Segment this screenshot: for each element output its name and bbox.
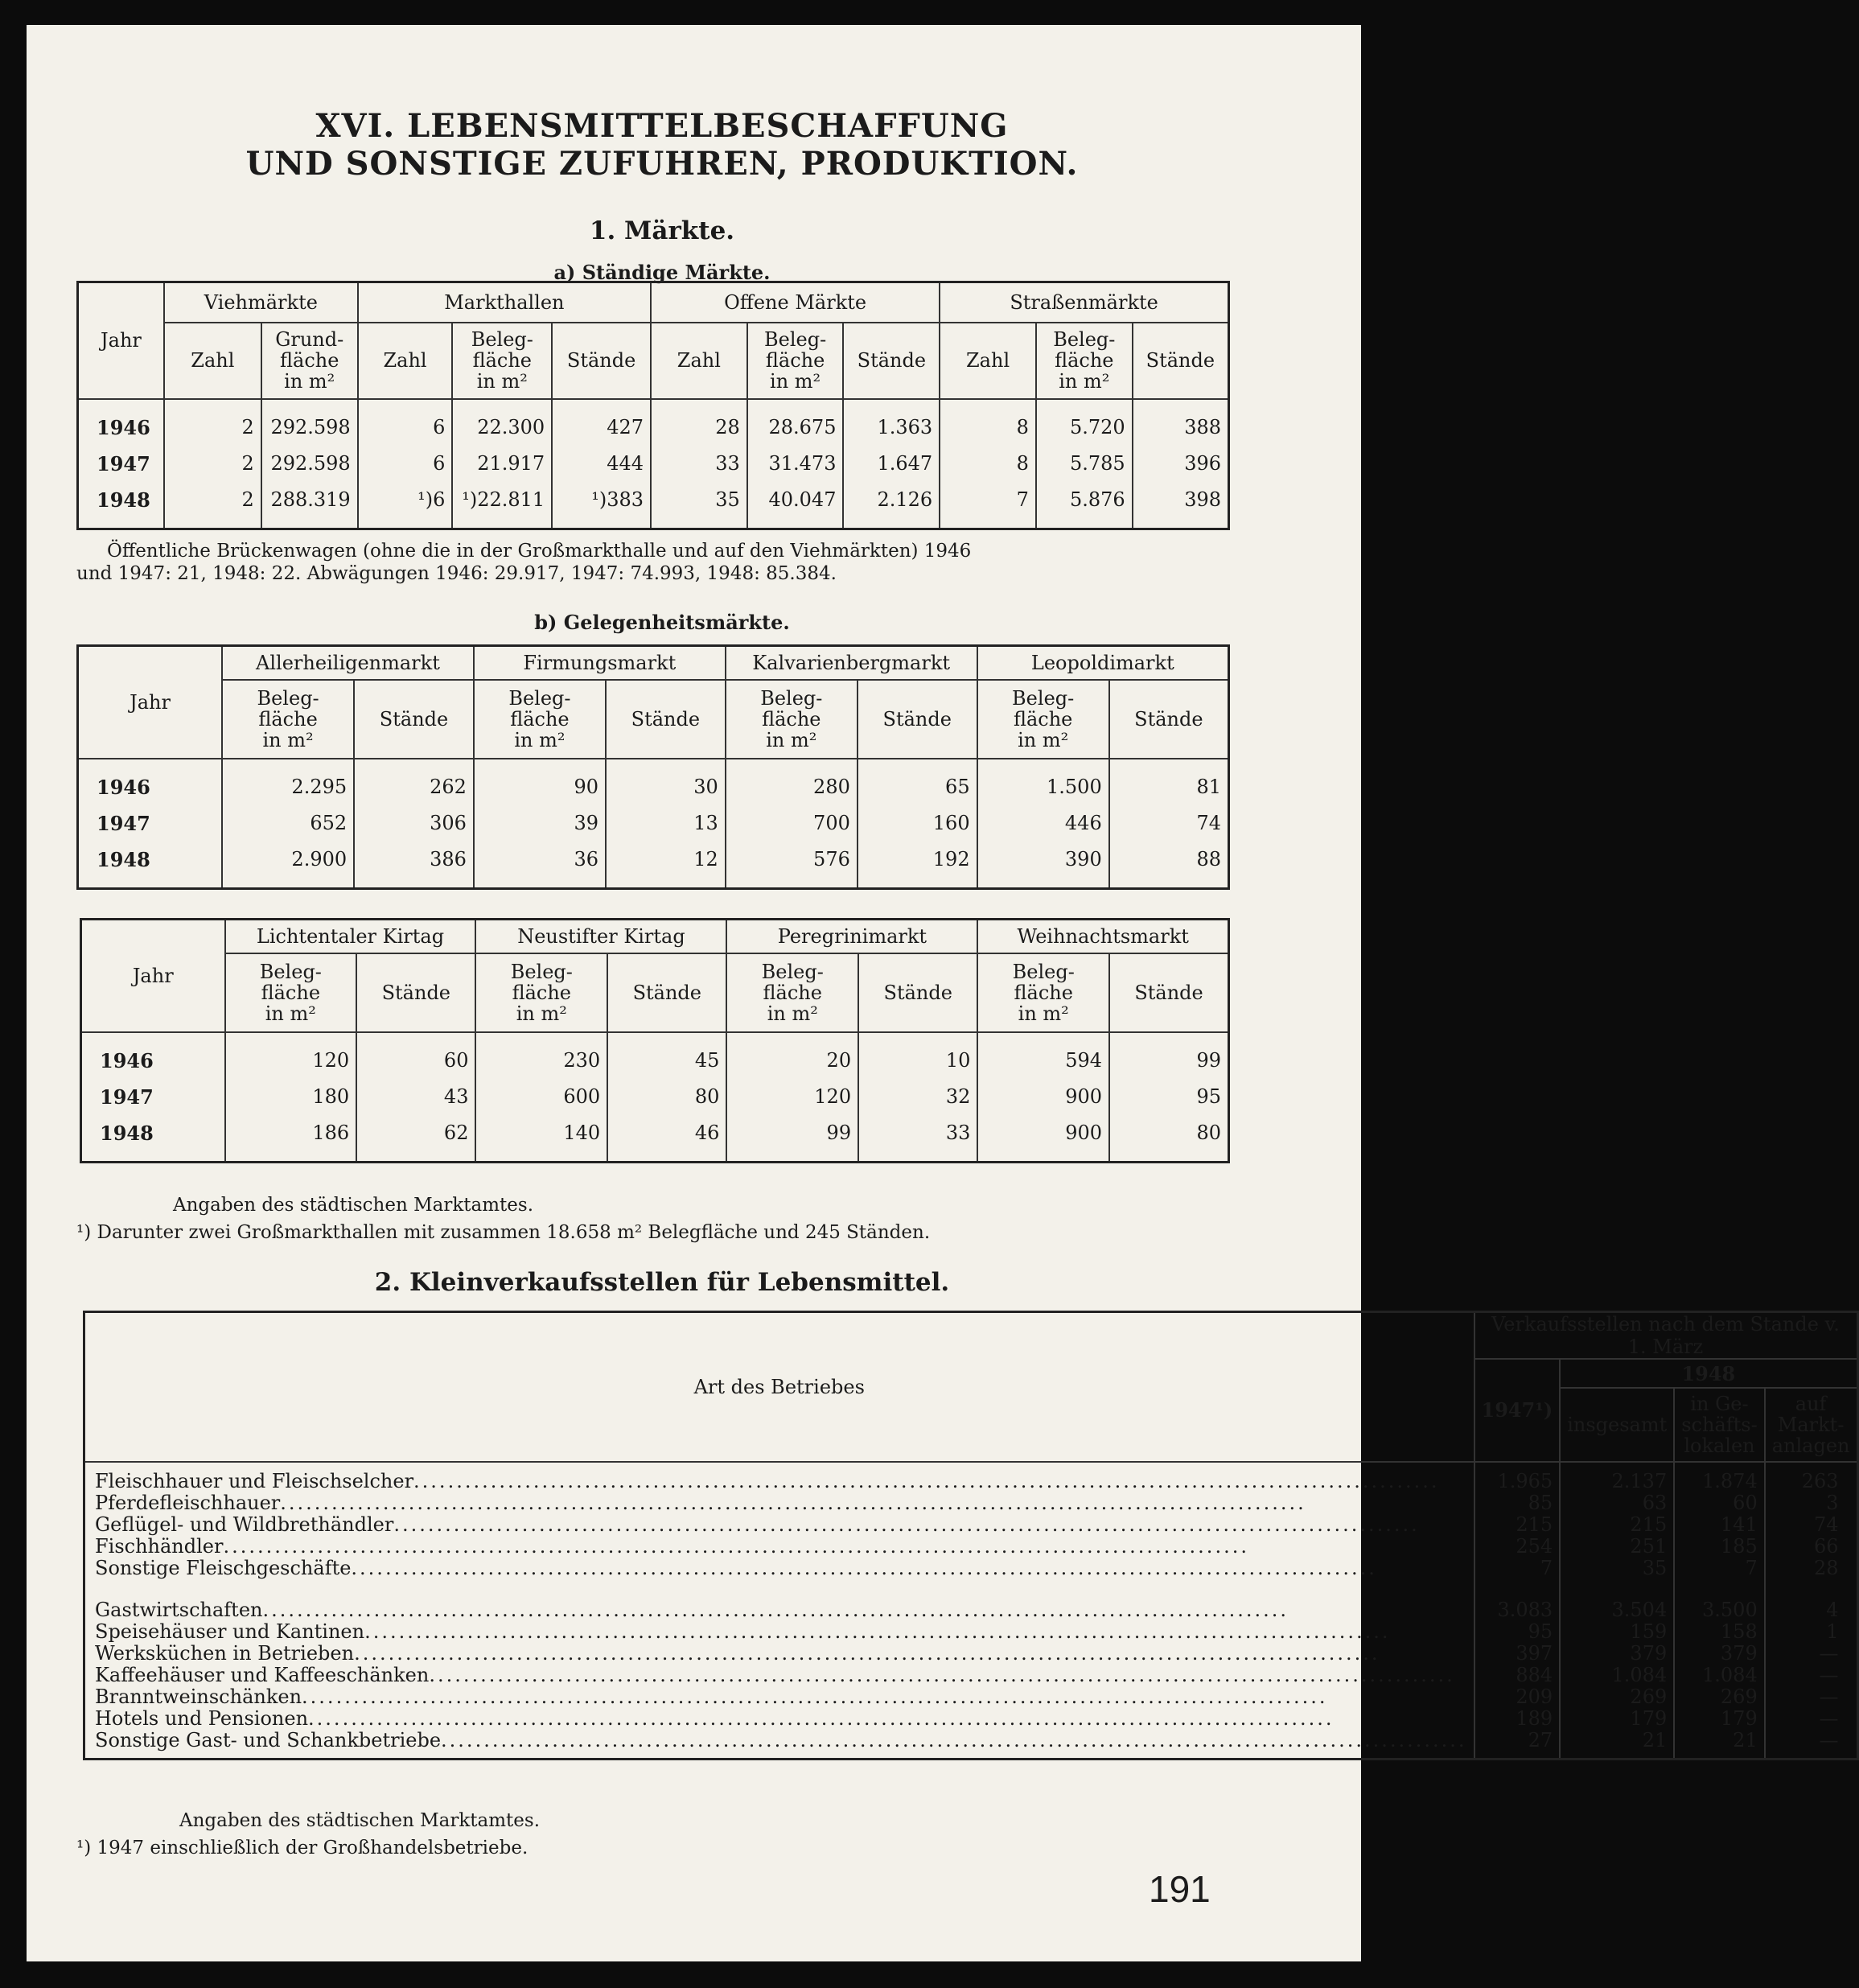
table-cell: 32 bbox=[858, 1079, 977, 1115]
table-cell: 120 bbox=[726, 1079, 858, 1115]
table-cell: 33 bbox=[858, 1115, 977, 1151]
table-cell: 1.874 bbox=[1674, 1471, 1764, 1492]
table-cell: 5.785 bbox=[1036, 446, 1133, 482]
table-cell: 45 bbox=[607, 1043, 726, 1079]
table-cell: 652 bbox=[222, 805, 354, 842]
table-cell: ¹)22.811 bbox=[452, 482, 552, 518]
chapter-title-line-2: UND SONSTIGE ZUFUHREN, PRODUKTION. bbox=[245, 145, 1079, 183]
table-cell: 99 bbox=[726, 1115, 858, 1151]
leader-dots: ........................................................................................................................ bbox=[280, 1492, 1306, 1514]
chapter-title-line-1: XVI. LEBENSMITTELBESCHAFFUNG bbox=[315, 107, 1009, 145]
table-cell: 269 bbox=[1560, 1686, 1674, 1708]
table-row bbox=[81, 1115, 1229, 1151]
footnote-retail: ¹) 1947 einschließlich der Großhandelsbetriebe. bbox=[76, 1838, 528, 1858]
table-cell: 28 bbox=[651, 410, 747, 446]
group-header-offene-maerkte: Offene Märkte bbox=[651, 282, 940, 323]
table-cell: 74 bbox=[1813, 1513, 1839, 1536]
group-header-kalvarienbergmarkt: Kalvarienbergmarkt bbox=[726, 646, 977, 680]
col-header-belegflaeche: Beleg- fläche in m² bbox=[475, 953, 607, 1032]
table-cell: 160 bbox=[858, 805, 977, 842]
table-cell: 390 bbox=[977, 842, 1109, 878]
table-cell: 1.363 bbox=[843, 410, 940, 446]
year-header: Jahr bbox=[78, 646, 223, 759]
table-cell: 594 bbox=[977, 1043, 1109, 1079]
table-cell: 427 bbox=[552, 410, 651, 446]
group-header-neustifter-kirtag: Neustifter Kirtag bbox=[475, 920, 726, 953]
table-cell: 2 bbox=[164, 482, 261, 518]
table-cell: 446 bbox=[977, 805, 1109, 842]
table-row bbox=[84, 1599, 1858, 1621]
table-cell: 27 bbox=[1474, 1730, 1561, 1751]
table-cell: 6 bbox=[358, 410, 453, 446]
table-row bbox=[78, 410, 1229, 446]
col-header-staende: Stände bbox=[552, 323, 651, 399]
table-row bbox=[84, 1730, 1858, 1751]
table-cell: 230 bbox=[475, 1043, 607, 1079]
table-cell: 63 bbox=[1560, 1492, 1674, 1514]
table-cell: 20 bbox=[726, 1043, 858, 1079]
table-cell: 292.598 bbox=[261, 410, 358, 446]
table-cell: 5.876 bbox=[1036, 482, 1133, 518]
subsection-b-heading: b) Gelegenheitsmärkte. bbox=[534, 611, 790, 634]
table-cell: 1.084 bbox=[1560, 1665, 1674, 1686]
table-row bbox=[84, 1665, 1858, 1686]
table-cell: 397 bbox=[1474, 1643, 1561, 1665]
col-header-staende: Stände bbox=[606, 680, 726, 759]
col-header-staende: Stände bbox=[858, 680, 977, 759]
table-cell: 386 bbox=[354, 842, 474, 878]
table-cell: 46 bbox=[607, 1115, 726, 1151]
table-cell: 35 bbox=[651, 482, 747, 518]
source-note-markets: Angaben des städtischen Marktamtes. bbox=[173, 1195, 534, 1216]
col-header-staende: Stände bbox=[1109, 680, 1229, 759]
col-header-geschaeftslokale: in Ge- schäfts- lokalen bbox=[1674, 1388, 1764, 1462]
group-header-lichtentaler-kirtag: Lichtentaler Kirtag bbox=[225, 920, 476, 953]
group-header-weihnachtsmarkt: Weihnachtsmarkt bbox=[977, 920, 1228, 953]
table-cell: 1 bbox=[1826, 1620, 1839, 1643]
table-cell: 180 bbox=[225, 1079, 357, 1115]
table-cell: 66 bbox=[1813, 1535, 1839, 1558]
leader-dots: ........................................................................................................................ bbox=[223, 1535, 1249, 1558]
table-cell: 33 bbox=[651, 446, 747, 482]
table-row bbox=[84, 1686, 1858, 1708]
col-header-belegflaeche: Beleg- fläche in m² bbox=[452, 323, 552, 399]
col-header-zahl: Zahl bbox=[651, 323, 747, 399]
table-cell: 2.126 bbox=[843, 482, 940, 518]
leader-dots: ........................................................................................................................ bbox=[413, 1470, 1440, 1492]
table-row bbox=[81, 1043, 1229, 1079]
table-cell: 81 bbox=[1196, 776, 1221, 798]
table-cell: 186 bbox=[225, 1115, 357, 1151]
col-header-staende: Stände bbox=[356, 953, 475, 1032]
table-cell: 7 bbox=[940, 482, 1036, 518]
table-row bbox=[84, 1492, 1858, 1514]
col-header-belegflaeche: Beleg- fläche in m² bbox=[1036, 323, 1133, 399]
table-cell: 185 bbox=[1674, 1536, 1764, 1558]
col-header-staende: Stände bbox=[607, 953, 726, 1032]
table-cell: 1.965 bbox=[1474, 1471, 1561, 1492]
section-1-heading: 1. Märkte. bbox=[589, 216, 735, 245]
table-cell: 576 bbox=[726, 842, 858, 878]
table-row bbox=[78, 446, 1229, 482]
leader-dots: ........................................................................................................................ bbox=[302, 1685, 1328, 1708]
table-cell: 600 bbox=[475, 1079, 607, 1115]
table-cell: 209 bbox=[1474, 1686, 1561, 1708]
row-year: 1947 bbox=[78, 446, 164, 482]
col-header-belegflaeche: Beleg- fläche in m² bbox=[474, 680, 606, 759]
table-cell: 3.504 bbox=[1560, 1599, 1674, 1621]
table-cell: 3.083 bbox=[1474, 1599, 1561, 1621]
col-header-belegflaeche: Beleg- fläche in m² bbox=[726, 680, 858, 759]
group-header-peregrinimarkt: Peregrinimarkt bbox=[726, 920, 977, 953]
table-cell: 85 bbox=[1474, 1492, 1561, 1514]
col-header-staende: Stände bbox=[354, 680, 474, 759]
table-cell: 35 bbox=[1560, 1558, 1674, 1579]
table-cell: 280 bbox=[726, 769, 858, 805]
table-cell: 263 bbox=[1801, 1470, 1839, 1492]
table-cell: 444 bbox=[552, 446, 651, 482]
table-cell: 158 bbox=[1674, 1621, 1764, 1643]
table-row bbox=[78, 769, 1229, 805]
row-year: 1946 bbox=[78, 769, 223, 805]
group-header-allerheiligenmarkt: Allerheiligenmarkt bbox=[222, 646, 474, 680]
col-header-belegflaeche: Beleg- fläche in m² bbox=[726, 953, 858, 1032]
leader-dots: ........................................................................................................................ bbox=[351, 1557, 1377, 1579]
col-header-marktanlagen: auf Markt- anlagen bbox=[1765, 1388, 1857, 1462]
table-cell: 28 bbox=[1813, 1557, 1839, 1579]
col-header-1947: 1947¹) bbox=[1474, 1359, 1561, 1462]
table-cell: — bbox=[1819, 1685, 1839, 1708]
leader-dots: ........................................................................................................................ bbox=[308, 1707, 1335, 1730]
table-cell: 39 bbox=[474, 805, 606, 842]
col-header-belegflaeche: Beleg- fläche in m² bbox=[222, 680, 354, 759]
subsection-a-heading: a) Ständige Märkte. bbox=[553, 261, 771, 284]
table-row bbox=[84, 1536, 1858, 1558]
row-label: Kaffeehäuser und Kaffeeschänken ........................................................................................................................ bbox=[84, 1665, 1474, 1686]
table-cell: 12 bbox=[606, 842, 726, 878]
table-cell: 21 bbox=[1560, 1730, 1674, 1751]
group-header-viehmaerkte: Viehmärkte bbox=[164, 282, 358, 323]
table-cell: 2 bbox=[164, 410, 261, 446]
table-row bbox=[81, 1079, 1229, 1115]
row-label: Sonstige Fleischgeschäfte ........................................................................................................................ bbox=[84, 1558, 1474, 1579]
table-cell: 40.047 bbox=[747, 482, 844, 518]
table-cell: 189 bbox=[1474, 1708, 1561, 1730]
table-cell: 8 bbox=[940, 410, 1036, 446]
table-cell: 74 bbox=[1196, 812, 1221, 834]
table-cell: 1.084 bbox=[1674, 1665, 1764, 1686]
row-year: 1947 bbox=[78, 805, 223, 842]
table-cell: 1.500 bbox=[977, 769, 1109, 805]
table-cell: 7 bbox=[1474, 1558, 1561, 1579]
table-row bbox=[78, 842, 1229, 878]
table-cell: 60 bbox=[356, 1043, 475, 1079]
table-cell: — bbox=[1819, 1664, 1839, 1686]
table-cell: 140 bbox=[475, 1115, 607, 1151]
table-cell: 28.675 bbox=[747, 410, 844, 446]
group-header-strassenmaerkte: Straßenmärkte bbox=[940, 282, 1228, 323]
table-cell: 179 bbox=[1560, 1708, 1674, 1730]
table-cell: 22.300 bbox=[452, 410, 552, 446]
table-cell: 141 bbox=[1674, 1514, 1764, 1536]
table-cell: 60 bbox=[1674, 1492, 1764, 1514]
table-cell: 1.647 bbox=[843, 446, 940, 482]
col-header-zahl: Zahl bbox=[358, 323, 453, 399]
table-cell: 21.917 bbox=[452, 446, 552, 482]
col-header-art-des-betriebes: Art des Betriebes bbox=[84, 1312, 1474, 1463]
table-cell: 6 bbox=[358, 446, 453, 482]
table-row bbox=[78, 482, 1229, 518]
table-cell: 292.598 bbox=[261, 446, 358, 482]
table-cell: 31.473 bbox=[747, 446, 844, 482]
table-cell: 90 bbox=[474, 769, 606, 805]
table-row bbox=[84, 1558, 1858, 1579]
col-header-belegflaeche: Beleg- fläche in m² bbox=[977, 680, 1109, 759]
row-label: Pferdefleischhauer ........................................................................................................................ bbox=[84, 1492, 1474, 1514]
table-cell: 269 bbox=[1674, 1686, 1764, 1708]
leader-dots: ........................................................................................................................ bbox=[393, 1513, 1420, 1536]
note-bridge-scales-line-2: und 1947: 21, 1948: 22. Abwägungen 1946: 29.917, 1947: 74.993, 1948: 85.384. bbox=[76, 563, 837, 584]
table-cell: 179 bbox=[1674, 1708, 1764, 1730]
row-year: 1946 bbox=[78, 410, 164, 446]
table-cell: 4 bbox=[1826, 1599, 1839, 1621]
table-cell: 2.295 bbox=[222, 769, 354, 805]
col-header-belegflaeche: Beleg- fläche in m² bbox=[225, 953, 357, 1032]
group-header-firmungsmarkt: Firmungsmarkt bbox=[474, 646, 726, 680]
col-header-staende: Stände bbox=[858, 953, 977, 1032]
table-cell: 30 bbox=[606, 769, 726, 805]
table-cell: 700 bbox=[726, 805, 858, 842]
leader-dots: ........................................................................................................................ bbox=[429, 1664, 1455, 1686]
table-cell: ¹)383 bbox=[552, 482, 651, 518]
row-label: Sonstige Gast- und Schankbetriebe ........................................................................................................................ bbox=[84, 1730, 1474, 1751]
row-label: Werksküchen in Betrieben ........................................................................................................................ bbox=[84, 1643, 1474, 1665]
table-cell: 2 bbox=[164, 446, 261, 482]
row-label: Fischhändler ........................................................................................................................ bbox=[84, 1536, 1474, 1558]
table-cell: 7 bbox=[1674, 1558, 1764, 1579]
table-cell: ¹)6 bbox=[358, 482, 453, 518]
table-cell: 36 bbox=[474, 842, 606, 878]
table-row bbox=[84, 1471, 1858, 1492]
table-cell: 379 bbox=[1560, 1643, 1674, 1665]
table-cell: 80 bbox=[607, 1079, 726, 1115]
col-header-staende: Stände bbox=[843, 323, 940, 399]
row-label: Branntweinschänken ........................................................................................................................ bbox=[84, 1686, 1474, 1708]
table-cell: 215 bbox=[1474, 1514, 1561, 1536]
table-cell: — bbox=[1819, 1729, 1839, 1751]
row-year: 1948 bbox=[78, 842, 223, 878]
col-header-grundflaeche: Grund- fläche in m² bbox=[261, 323, 358, 399]
table-cell: 88 bbox=[1196, 848, 1221, 871]
table-cell: 65 bbox=[858, 769, 977, 805]
table-cell: 379 bbox=[1674, 1643, 1764, 1665]
col-header-staende: Stände bbox=[1109, 953, 1228, 1032]
table-cell: 262 bbox=[354, 769, 474, 805]
col-header-insgesamt: insgesamt bbox=[1560, 1388, 1674, 1462]
leader-dots: ........................................................................................................................ bbox=[441, 1729, 1467, 1751]
table-cell: — bbox=[1819, 1642, 1839, 1665]
occasional-markets-table-2 bbox=[80, 918, 1230, 1163]
table-cell: 99 bbox=[1196, 1049, 1221, 1072]
table-cell: 120 bbox=[225, 1043, 357, 1079]
table-cell: 21 bbox=[1674, 1730, 1764, 1751]
col-header-belegflaeche: Beleg- fläche in m² bbox=[747, 323, 844, 399]
table-row bbox=[84, 1643, 1858, 1665]
table-cell: 215 bbox=[1560, 1514, 1674, 1536]
table-cell: 251 bbox=[1560, 1536, 1674, 1558]
table-cell: 3 bbox=[1826, 1492, 1839, 1514]
table-cell: 2.137 bbox=[1560, 1471, 1674, 1492]
table-cell: 10 bbox=[858, 1043, 977, 1079]
col-header-staende: Stände bbox=[1133, 323, 1229, 399]
row-label: Fleischhauer und Fleischselcher ........................................................................................................................ bbox=[84, 1471, 1474, 1492]
col-header-belegflaeche: Beleg- fläche in m² bbox=[977, 953, 1109, 1032]
row-year: 1948 bbox=[81, 1115, 225, 1151]
year-header: Jahr bbox=[78, 282, 164, 399]
table-cell: 2.900 bbox=[222, 842, 354, 878]
table-cell: 80 bbox=[1196, 1122, 1221, 1144]
table-cell: 159 bbox=[1560, 1621, 1674, 1643]
table-row bbox=[78, 805, 1229, 842]
leader-dots: ........................................................................................................................ bbox=[354, 1642, 1380, 1665]
source-note-retail: Angaben des städtischen Marktamtes. bbox=[179, 1810, 541, 1831]
col-header-zahl: Zahl bbox=[940, 323, 1036, 399]
table-cell: 3.500 bbox=[1674, 1599, 1764, 1621]
group-header-leopoldimarkt: Leopoldimarkt bbox=[977, 646, 1229, 680]
table-cell: 900 bbox=[977, 1079, 1109, 1115]
year-header: Jahr bbox=[81, 920, 225, 1032]
table-cell: 396 bbox=[1184, 452, 1221, 475]
table-row bbox=[84, 1514, 1858, 1536]
table-row bbox=[84, 1708, 1858, 1730]
footnote-markets: ¹) Darunter zwei Großmarkthallen mit zusammen 18.658 m² Belegfläche und 245 Ständen. bbox=[76, 1222, 931, 1243]
table-cell: 254 bbox=[1474, 1536, 1561, 1558]
row-year: 1946 bbox=[81, 1043, 225, 1079]
section-2-heading: 2. Kleinverkaufsstellen für Lebensmittel. bbox=[374, 1268, 950, 1297]
food-retail-outlets-table bbox=[83, 1311, 1859, 1760]
table-cell: 8 bbox=[940, 446, 1036, 482]
table-row bbox=[84, 1621, 1858, 1643]
table-cell: 884 bbox=[1474, 1665, 1561, 1686]
table-cell: 95 bbox=[1196, 1085, 1221, 1108]
table-cell: 5.720 bbox=[1036, 410, 1133, 446]
occasional-markets-table-1 bbox=[76, 644, 1230, 890]
leader-dots: ........................................................................................................................ bbox=[364, 1620, 1391, 1643]
permanent-markets-table bbox=[76, 281, 1230, 530]
table-cell: 288.319 bbox=[261, 482, 358, 518]
row-label: Speisehäuser und Kantinen ........................................................................................................................ bbox=[84, 1621, 1474, 1643]
col-header-zahl: Zahl bbox=[164, 323, 261, 399]
leader-dots: ........................................................................................................................ bbox=[262, 1599, 1289, 1621]
row-label: Hotels und Pensionen ........................................................................................................................ bbox=[84, 1708, 1474, 1730]
row-year: 1947 bbox=[81, 1079, 225, 1115]
table-cell: 192 bbox=[858, 842, 977, 878]
row-label: Gastwirtschaften ........................................................................................................................ bbox=[84, 1599, 1474, 1621]
table-cell: — bbox=[1819, 1707, 1839, 1730]
group-header-markthallen: Markthallen bbox=[358, 282, 651, 323]
table-cell: 398 bbox=[1184, 488, 1221, 511]
document-page bbox=[27, 25, 1850, 1961]
table-cell: 43 bbox=[356, 1079, 475, 1115]
table-cell: 62 bbox=[356, 1115, 475, 1151]
row-year: 1948 bbox=[78, 482, 164, 518]
group-header-1948: 1948 bbox=[1560, 1359, 1857, 1388]
table-cell: 388 bbox=[1184, 416, 1221, 438]
row-label: Geflügel- und Wildbrethändler ........................................................................................................................ bbox=[84, 1514, 1474, 1536]
table-cell: 95 bbox=[1474, 1621, 1561, 1643]
table-cell: 900 bbox=[977, 1115, 1109, 1151]
table-cell: 306 bbox=[354, 805, 474, 842]
note-bridge-scales-line-1: Öffentliche Brückenwagen (ohne die in der Großmarkthalle und auf den Viehmärkten) 1946 bbox=[107, 541, 972, 562]
table-cell: 13 bbox=[606, 805, 726, 842]
page-number: 191 bbox=[1149, 1868, 1211, 1910]
group-header-verkaufsstellen: Verkaufsstellen nach dem Stande v. 1. März bbox=[1474, 1312, 1857, 1360]
